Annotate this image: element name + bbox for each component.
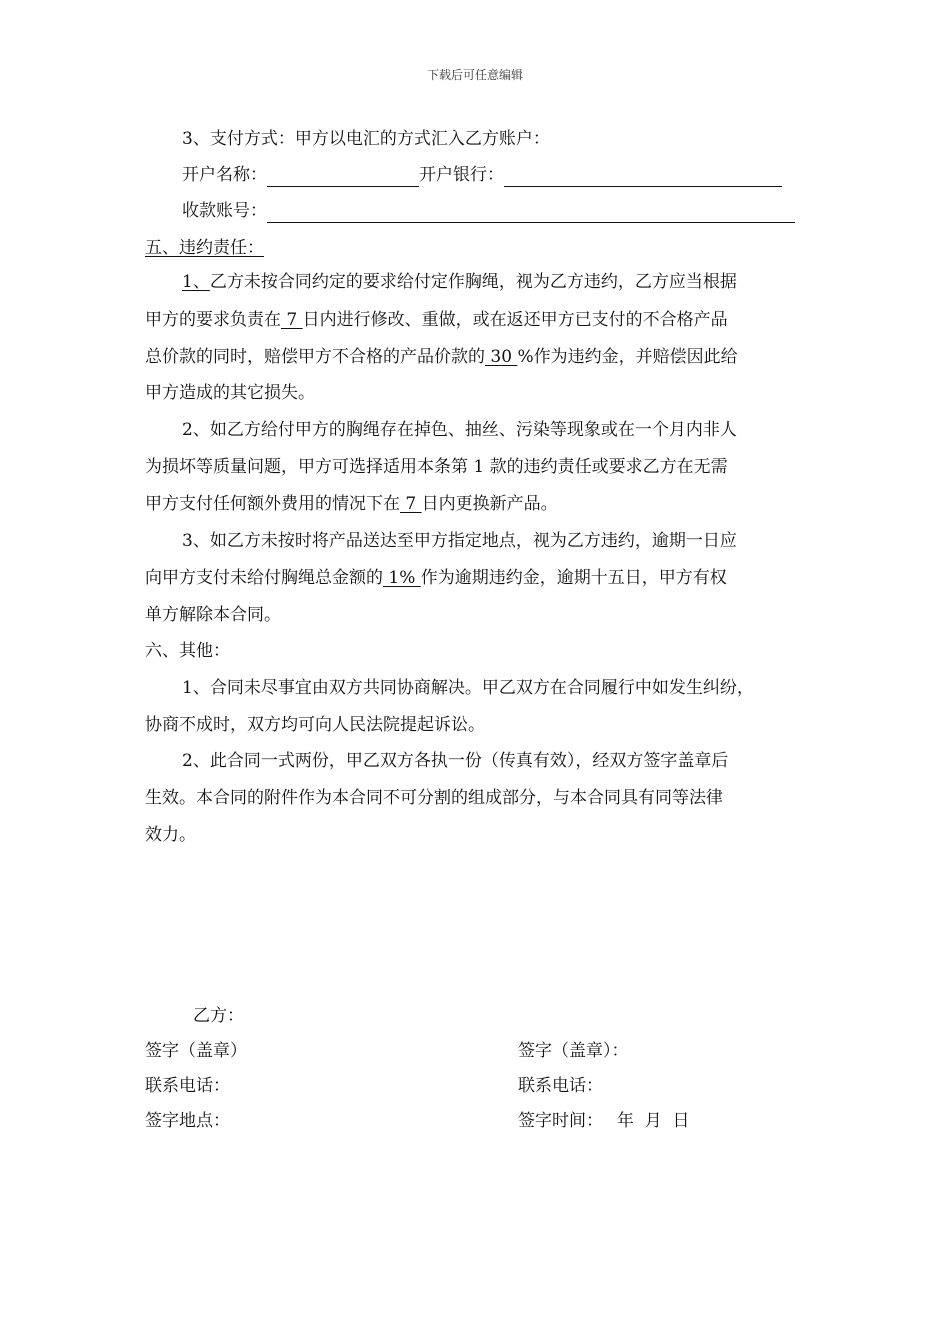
- account-name-blank[interactable]: [267, 168, 419, 187]
- section6-heading: 六、其他：: [145, 641, 230, 661]
- section6-p1-line2: 协商不成时，双方均可向人民法院提起诉讼。: [145, 715, 485, 735]
- text: %作为违约金，并赔偿因此给: [517, 347, 738, 367]
- text: 乙方未按合同约定的要求给付定作胸绳，视为乙方违约，乙方应当根据: [209, 272, 737, 292]
- section5-p3-line2: [145, 566, 727, 590]
- page-header-note: 下载后可任意编辑: [426, 68, 523, 82]
- section5-p1-line4: 甲方造成的其它损失。: [145, 383, 315, 403]
- account-name-row: [182, 163, 782, 187]
- text: 甲方支付任何额外费用的情况下在: [145, 494, 400, 514]
- text: 总价款的同时，赔偿甲方不合格的产品价款的: [145, 347, 485, 367]
- account-name-label: 开户名称：: [182, 165, 267, 185]
- section5-p2-line3: [145, 492, 558, 516]
- text: 作为逾期违约金，逾期十五日，甲方有权: [420, 568, 727, 588]
- section6-p1-line1: 1、合同未尽事宜由双方共同协商解决。甲乙双方在合同履行中如发生纠纷，: [182, 678, 754, 698]
- section5-p1-line1: [182, 270, 737, 294]
- section5-p1-line2: [145, 308, 728, 332]
- right-phone-label: 联系电话：: [518, 1076, 603, 1096]
- section5-p3-line3: 单方解除本合同。: [145, 605, 281, 625]
- section5-p3-line1: 3、如乙方未按时将产品送达至甲方指定地点，视为乙方违约，逾期一日应: [182, 531, 737, 551]
- section5-heading: 五、违约责任：: [145, 238, 264, 258]
- right-time-label: 签字时间： 年 月 日: [518, 1111, 690, 1131]
- text: 甲方的要求负责在: [145, 310, 281, 330]
- left-phone-label: 联系电话：: [145, 1076, 230, 1096]
- repair-days-value: 7: [281, 310, 303, 330]
- section6-p2-line2: 生效。本合同的附件作为本合同不可分割的组成部分，与本合同具有同等法律: [145, 788, 723, 808]
- penalty-percent-value: 30: [485, 347, 518, 367]
- section5-p2-line1: 2、如乙方给付甲方的胸绳存在掉色、抽丝、污染等现象或在一个月内非人: [182, 420, 737, 440]
- payment-method-title: 3、支付方式：甲方以电汇的方式汇入乙方账户：: [182, 129, 550, 149]
- right-signature-label: 签字（盖章）：: [518, 1041, 629, 1061]
- replace-days-value: 7: [400, 494, 422, 514]
- account-number-label: 收款账号：: [182, 201, 267, 221]
- section5-p1-number: 1、: [182, 272, 210, 292]
- bank-blank[interactable]: [504, 168, 782, 187]
- text: 日内进行修改、重做，或在返还甲方已支付的不合格产品: [302, 310, 728, 330]
- account-number-row: [182, 199, 795, 223]
- section6-p2-line1: 2、此合同一式两份，甲乙双方各执一份（传真有效），经双方签字盖章后: [182, 751, 729, 771]
- section6-p2-line3: 效力。: [145, 825, 196, 845]
- party-b-label: 乙方：: [193, 1006, 244, 1026]
- account-number-blank[interactable]: [267, 204, 795, 223]
- bank-label: 开户银行：: [419, 165, 504, 185]
- text: 日内更换新产品。: [421, 494, 558, 514]
- left-signature-label: 签字（盖章）: [145, 1041, 247, 1061]
- left-place-label: 签字地点：: [145, 1111, 230, 1131]
- section5-p2-line2: 为损坏等质量问题，甲方可选择适用本条第 1 款的违约责任或要求乙方在无需: [145, 457, 728, 477]
- section5-p1-line3: [145, 345, 738, 369]
- text: 向甲方支付未给付胸绳总金额的: [145, 568, 383, 588]
- late-penalty-percent-value: 1%: [383, 568, 421, 588]
